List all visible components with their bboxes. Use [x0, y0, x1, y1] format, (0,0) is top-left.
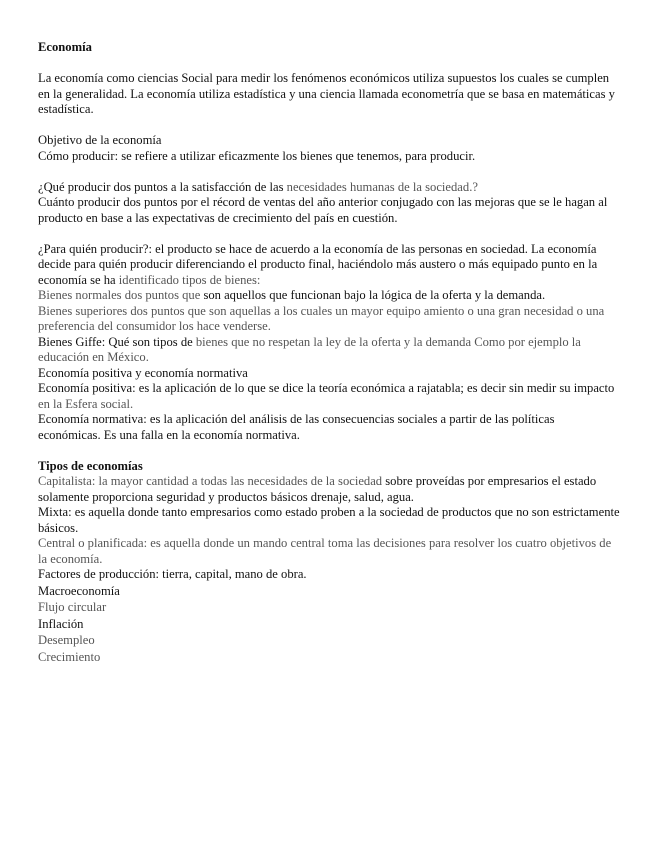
list-item-macroeconomia: Macroeconomía [38, 583, 120, 598]
que-producir-paragraph [38, 180, 620, 196]
list-item-crecimiento: Crecimiento [38, 649, 101, 664]
para-quien-paragraph [38, 242, 620, 289]
list-item-flujo-circular: Flujo circular [38, 600, 107, 614]
document-page [38, 40, 620, 665]
bienes-normales-body: son aquellos que funcionan bajo la lógica de la oferta y la demanda. [203, 288, 546, 302]
economia-positiva-tail: en la Esfera social. [38, 396, 134, 411]
que-producir-highlight: necesidades humanas de la sociedad.? [286, 179, 478, 194]
para-quien-lead: ¿Para quién producir?: [38, 241, 156, 256]
como-producir-paragraph: Cómo producir: se refiere a utilizar eficazmente los bienes que tenemos, para producir. [38, 148, 476, 163]
bienes-giffe-lead: Bienes Giffe: Qué son tipos de [38, 334, 196, 349]
central-paragraph: Central o planificada: es aquella donde un mando central toma las decisiones para resolver los cuatro objetivos de la economía. [38, 536, 612, 566]
economia-normativa-paragraph: Economía normativa: es la aplicación del análisis de las consecuencias sociales a partir de las políticas económicas. Es una falla en la economía normativa. [38, 412, 555, 442]
que-producir-text: ¿Qué producir dos puntos a la satisfacción de las [38, 179, 287, 194]
mixta-paragraph: Mixta: es aquella donde tanto empresarios como estado proben a la sociedad de productos que no son estrictamente básicos. [38, 505, 620, 535]
bienes-normales-lead: Bienes normales dos puntos que [38, 288, 204, 302]
bienes-giffe-body: bienes que no respetan la ley de la oferta y la demanda Como por ejemplo la educación en México. [38, 334, 581, 364]
bienes-normales-paragraph [38, 288, 620, 304]
capitalista-body: sobre proveídas por empresarios el estado solamente proporciona seguridad y productos básicos drenaje, salud, agua. [38, 474, 597, 504]
bienes-giffe-paragraph [38, 335, 620, 366]
objetivo-heading: Objetivo de la economía [38, 133, 162, 147]
economia-positiva-body: Economía positiva: es la aplicación de lo que se dice la teoría económica a rajatabla; es decir sin medir su impacto [38, 381, 615, 395]
cuanto-producir-paragraph: Cuánto producir dos puntos por el récord de ventas del año anterior conjugado con las mejoras que se le hagan al producto en base a las expectativas de crecimiento del país en cuestión. [38, 195, 608, 225]
capitalista-lead: Capitalista: la mayor cantidad a todas las necesidades de la sociedad [38, 474, 386, 488]
economia-positiva-paragraph [38, 381, 620, 412]
para-quien-tail: identificado tipos de bienes: [118, 272, 261, 287]
intro-paragraph: La economía como ciencias Social para medir los fenómenos económicos utiliza supuestos los cuales se cumplen en la generalidad. La economía utiliza estadística y una ciencia llamada econometría que se basa en matemáticas y estadística. [38, 71, 615, 116]
tipos-heading: Tipos de economías [38, 458, 143, 473]
list-item-desempleo: Desempleo [38, 633, 95, 647]
capitalista-paragraph [38, 474, 620, 505]
document-title: Economía [38, 40, 92, 54]
factores-paragraph: Factores de producción: tierra, capital, mano de obra. [38, 567, 307, 581]
bienes-superiores-paragraph: Bienes superiores dos puntos que son aquellas a los cuales un mayor equipo amiento o una gran necesidad o una preferencia del consumidor los hace venderse. [38, 303, 605, 333]
list-item-inflacion: Inflación [38, 616, 84, 631]
para-quien-body: el producto se hace de acuerdo a la economía de las personas en sociedad. La economía decide para quién producir diferenciando el producto final, haciéndolo más austero o más equipado punto en la economía se ha [38, 241, 598, 287]
positiva-normativa-heading: Economía positiva y economía normativa [38, 365, 248, 380]
